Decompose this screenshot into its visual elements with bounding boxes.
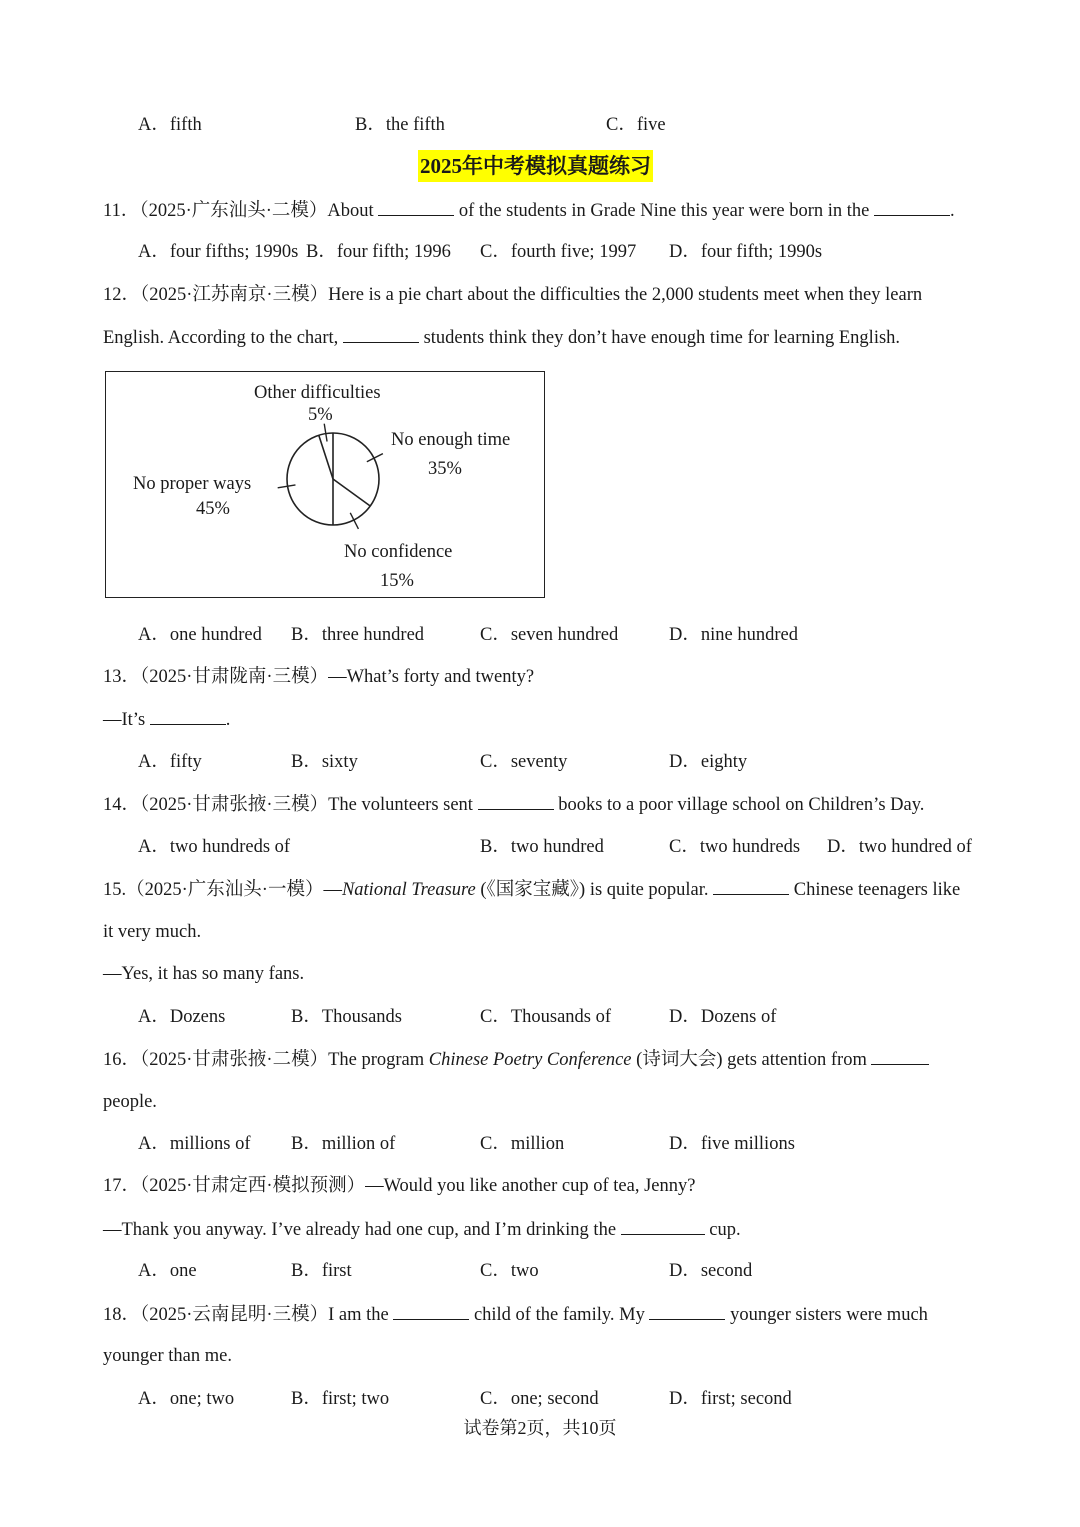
q12-blank [343,326,419,343]
q17-option-d: D．second [669,1261,753,1281]
page-footer: 试卷第2页，共10页 [463,1418,617,1438]
q14-blank [478,793,554,810]
q16-blank [871,1048,929,1065]
q16-option-b: B．million of [291,1134,396,1154]
q12-option-b: B．three hundred [291,625,425,645]
q18-text-a: 18．（2025·云南昆明·三模）I am the [103,1305,394,1325]
label-no-confidence: No confidence [344,542,453,562]
q14-option-d: D．two hundred of [827,837,972,857]
q14-option-b: B．two hundred [480,837,604,857]
q13-option-b: B．sixty [291,752,358,772]
q15-option-b: B．Thousands [291,1007,403,1027]
q10-option-b: B．the fifth [355,115,445,135]
q10-option-a: A．fifth [138,115,202,135]
q18-stem-line2: younger than me. [103,1346,232,1366]
q14-stem [103,793,924,816]
label-no-confidence-pct: 15% [380,571,414,591]
q12-stem-line1: 12．（2025·江苏南京·三模）Here is a pie chart about the difficulties the 2,000 students meet when they learn [103,285,923,305]
q11-stem [103,199,955,222]
pie-leader-2 [278,485,296,488]
q14-text-b: books to a poor village school on Children’s Day. [553,795,925,815]
q16-stem-line1 [103,1048,929,1071]
q15-text-a: 15.（2025·广东汕头·一模）— [103,880,342,900]
q13-text-b: . [225,710,231,730]
q16-title-italic: Chinese Poetry Conference [428,1050,632,1070]
q18-option-a: A．one; two [138,1389,235,1409]
q16-option-d: D．five millions [669,1134,795,1154]
pie-leader-3 [324,424,327,442]
q17-option-b: B．first [291,1261,352,1281]
q12-option-d: D．nine hundred [669,625,798,645]
q11-text-b: of the students in Grade Nine this year were born in the [454,201,874,221]
q13-stem-line1: 13．（2025·甘肃陇南·三模）—What’s forty and twenty? [103,667,535,687]
q17-blank [621,1218,705,1235]
q12-option-c: C．seven hundred [480,625,619,645]
section-title: 2025年中考模拟真题练习 [418,150,653,182]
label-no-ways: No proper ways [133,474,252,494]
q13-option-d: D．eighty [669,752,748,772]
q15-title-italic: National Treasure [341,880,476,900]
q16-text-b: (诗词大会) gets attention from [631,1050,872,1070]
q17-option-a: A．one [138,1261,197,1281]
q17-text-b: cup. [704,1220,741,1240]
q18-option-b: B．first; two [291,1389,390,1409]
q15-text-c: Chinese teenagers like [789,880,961,900]
label-other-pct: 5% [308,405,333,425]
q15-text-b: (《国家宝藏》) is quite popular. [475,880,714,900]
q15-option-c: C．Thousands of [480,1007,612,1027]
pie-slice-divider-1 [333,479,370,506]
q10-option-c: C．five [606,115,666,135]
q17-option-c: C．two [480,1261,539,1281]
q15-option-d: D．Dozens of [669,1007,777,1027]
q12-option-a: A．one hundred [138,625,262,645]
q14-text-a: 14．（2025·甘肃张掖·三模）The volunteers sent [103,795,478,815]
q18-option-d: D．first; second [669,1389,792,1409]
q16-option-c: C．million [480,1134,565,1154]
q12-stem-line2 [103,326,900,349]
pie-chart [105,371,545,598]
q17-stem-line2 [103,1218,741,1241]
q13-text-a: —It’s [103,710,150,730]
label-no-time: No enough time [391,430,511,450]
q11-blank-1 [378,199,454,216]
q18-blank-2 [649,1303,725,1320]
q12-text-a: English. According to the chart, [103,328,343,348]
q17-text-a: —Thank you anyway. I’ve already had one cup, and I’m drinking the [103,1220,621,1240]
q11-option-d: D．four fifth; 1990s [669,242,823,262]
q18-stem-line1 [103,1303,928,1326]
q11-option-a: A．four fifths; 1990s [138,242,299,262]
q14-option-c: C．two hundreds [669,837,801,857]
pie-slice-divider-3 [319,435,333,479]
q11-blank-2 [874,199,950,216]
q18-text-b: child of the family. My [469,1305,650,1325]
q16-option-a: A．millions of [138,1134,251,1154]
q13-stem-line2 [103,708,230,731]
q15-stem-line1 [103,878,960,901]
q18-blank-1 [393,1303,469,1320]
q18-text-c: younger sisters were much [725,1305,928,1325]
q11-option-c: C．fourth five; 1997 [480,242,637,262]
label-no-time-pct: 35% [428,459,462,479]
q16-stem-line2: people. [103,1092,157,1112]
q11-text-c: . [950,201,955,221]
label-no-ways-pct: 45% [196,499,230,519]
q15-option-a: A．Dozens [138,1007,226,1027]
q13-blank [150,708,226,725]
q15-stem-line2: it very much. [103,922,202,942]
label-other: Other difficulties [254,383,381,403]
q18-option-c: C．one; second [480,1389,599,1409]
q17-stem-line1: 17．（2025·甘肃定西·模拟预测）—Would you like another cup of tea, Jenny? [103,1176,696,1196]
q15-stem-line3: —Yes, it has so many fans. [103,964,305,984]
q16-text-a: 16．（2025·甘肃张掖·二模）The program [103,1050,429,1070]
q15-blank [713,878,789,895]
q14-option-a: A．two hundreds of [138,837,291,857]
q12-text-b: students think they don’t have enough time for learning English. [418,328,901,348]
q13-option-c: C．seventy [480,752,568,772]
q11-option-b: B．four fifth; 1996 [306,242,451,262]
q13-option-a: A．fifty [138,752,202,772]
q11-text-a: 11．（2025·广东汕头·二模）About [103,201,379,221]
